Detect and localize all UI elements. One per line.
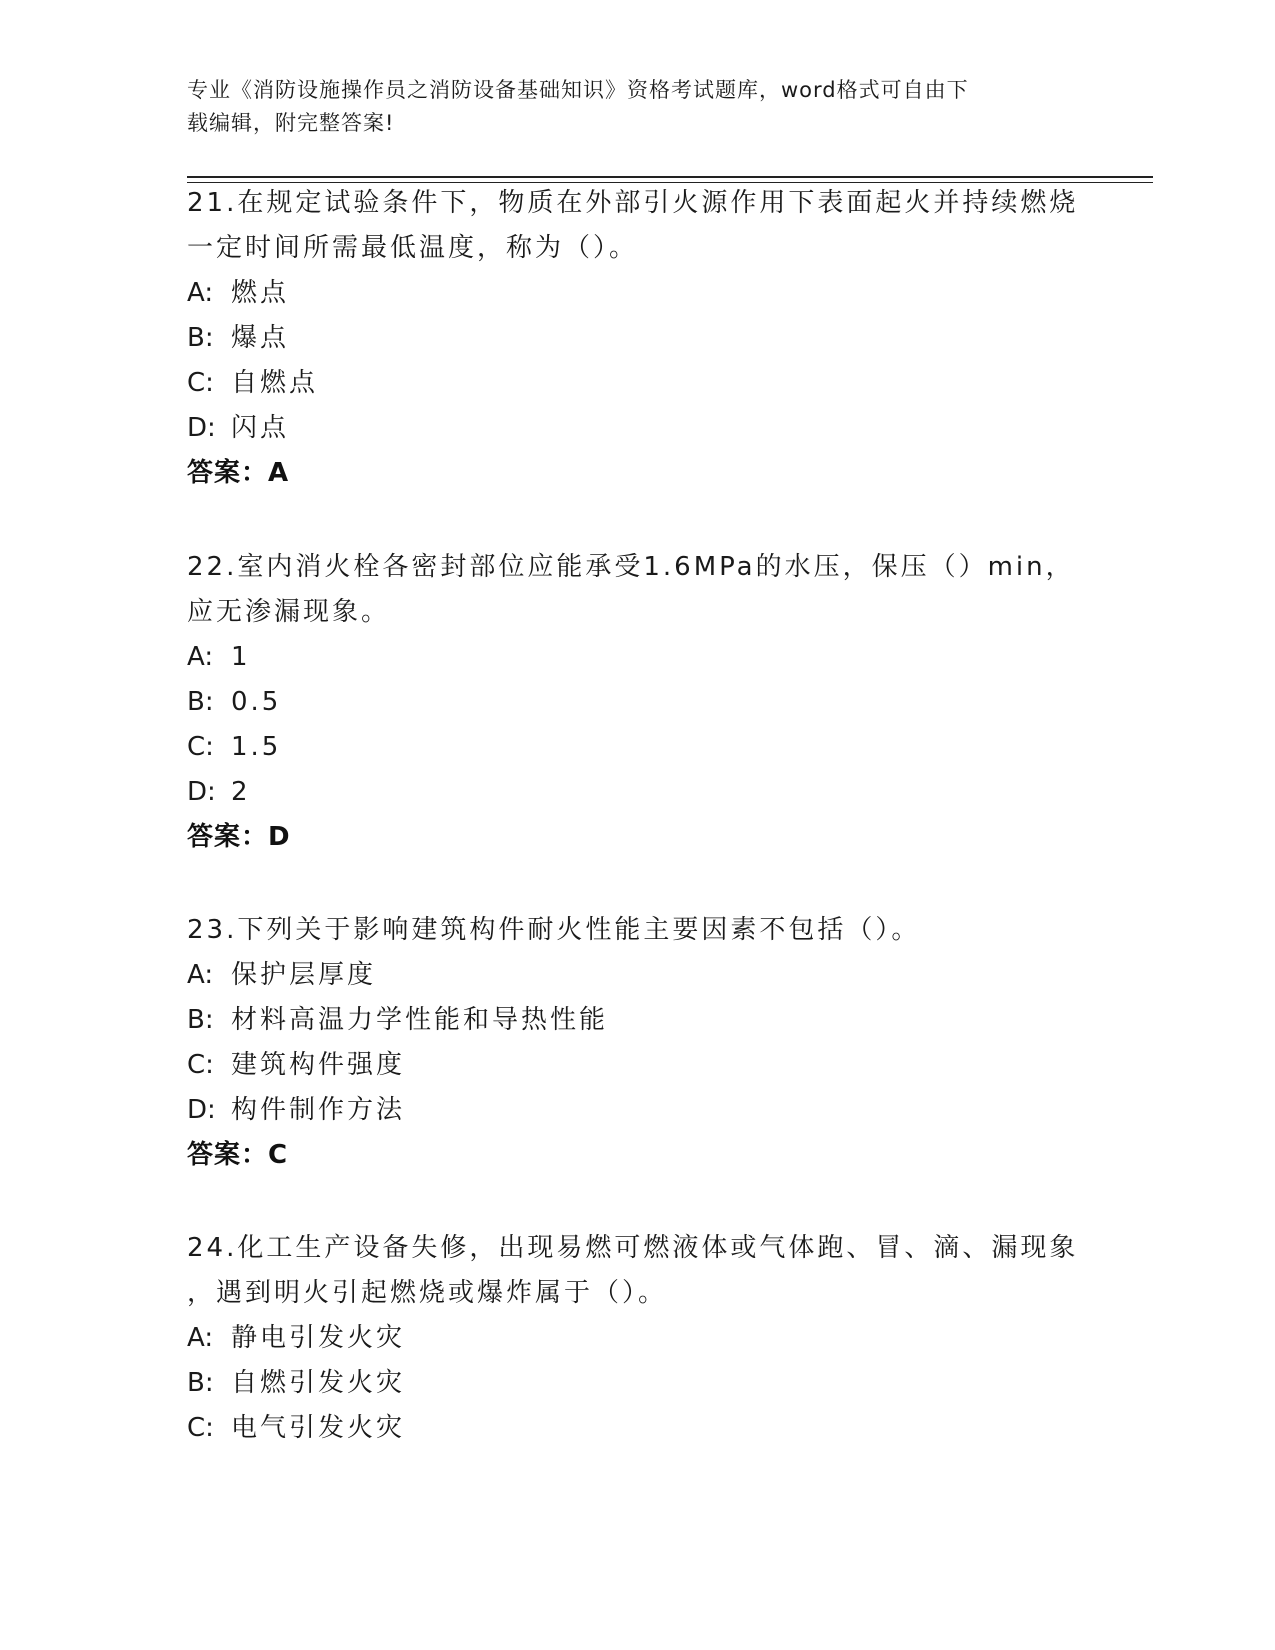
option-b — [187, 998, 1107, 1043]
option-text: 建筑构件强度 — [231, 1050, 406, 1080]
option-text: 1.5 — [231, 732, 282, 762]
option-text: 闪点 — [231, 413, 290, 443]
question-text-line: 24.化工生产设备失修，出现易燃可燃液体或气体跑、冒、滴、漏现象 — [187, 1233, 1079, 1263]
option-d — [187, 1088, 1107, 1133]
document-header — [187, 74, 1087, 140]
option-c — [187, 1043, 1107, 1088]
header-line-2: 载编辑，附完整答案! — [187, 111, 395, 135]
option-letter: B: — [187, 1368, 214, 1398]
option-letter: D: — [187, 413, 216, 443]
answer: 答案：A — [187, 458, 290, 488]
option-letter: A: — [187, 642, 214, 672]
option-letter: C: — [187, 368, 214, 398]
question-22 — [187, 545, 1107, 860]
option-text: 保护层厚度 — [231, 960, 377, 990]
question-text-line: 应无渗漏现象。 — [187, 597, 391, 627]
header-line-1: 专业《消防设施操作员之消防设备基础知识》资格考试题库，word格式可自由下 — [187, 78, 969, 102]
option-letter: C: — [187, 1413, 214, 1443]
option-letter: D: — [187, 777, 216, 807]
option-text: 静电引发火灾 — [231, 1323, 406, 1353]
option-c — [187, 1406, 1107, 1451]
question-21 — [187, 181, 1107, 496]
option-b — [187, 1361, 1107, 1406]
question-text-line: 23.下列关于影响建筑构件耐火性能主要因素不包括（）。 — [187, 915, 921, 945]
option-text: 1 — [231, 642, 251, 672]
option-text: 自燃引发火灾 — [231, 1368, 406, 1398]
option-a — [187, 271, 1107, 316]
answer: 答案：D — [187, 822, 291, 852]
option-letter: B: — [187, 323, 214, 353]
option-a — [187, 1316, 1107, 1361]
option-text: 2 — [231, 777, 251, 807]
header-divider-thick — [187, 176, 1153, 178]
option-d — [187, 406, 1107, 451]
option-a — [187, 635, 1107, 680]
option-a — [187, 953, 1107, 998]
question-text-line: 22.室内消火栓各密封部位应能承受1.6MPa的水压，保压（）min， — [187, 552, 1075, 582]
question-text-line: 21.在规定试验条件下，物质在外部引火源作用下表面起火并持续燃烧 — [187, 188, 1079, 218]
option-letter: D: — [187, 1095, 216, 1125]
option-letter: C: — [187, 732, 214, 762]
option-letter: B: — [187, 1005, 214, 1035]
question-23 — [187, 908, 1107, 1178]
option-letter: A: — [187, 960, 214, 990]
option-d — [187, 770, 1107, 815]
option-text: 爆点 — [231, 323, 290, 353]
option-b — [187, 316, 1107, 361]
option-letter: C: — [187, 1050, 214, 1080]
option-c — [187, 361, 1107, 406]
option-text: 自燃点 — [231, 368, 319, 398]
option-text: 材料高温力学性能和导热性能 — [231, 1005, 609, 1035]
option-letter: B: — [187, 687, 214, 717]
option-b — [187, 680, 1107, 725]
option-letter: A: — [187, 278, 214, 308]
answer: 答案：C — [187, 1140, 289, 1170]
option-text: 燃点 — [231, 278, 290, 308]
question-text-line: 一定时间所需最低温度，称为（）。 — [187, 233, 639, 263]
question-text-line: ，遇到明火引起燃烧或爆炸属于（）。 — [187, 1278, 668, 1308]
option-text: 0.5 — [231, 687, 282, 717]
option-text: 电气引发火灾 — [231, 1413, 406, 1443]
option-text: 构件制作方法 — [231, 1095, 406, 1125]
option-letter: A: — [187, 1323, 214, 1353]
question-24 — [187, 1226, 1107, 1451]
option-c — [187, 725, 1107, 770]
